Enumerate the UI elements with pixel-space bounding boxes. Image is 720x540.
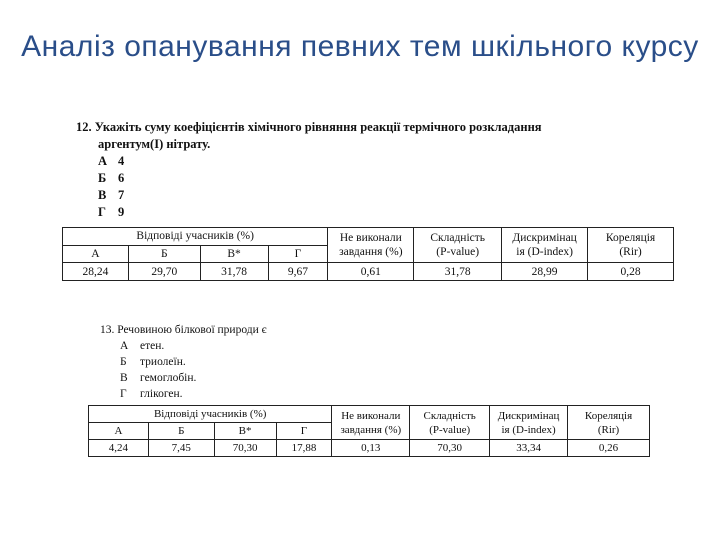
subheader-b: Б — [148, 423, 214, 440]
value-difficulty: 31,78 — [414, 263, 502, 281]
value-c: 70,30 — [214, 440, 276, 457]
header-answers: Відповіді учасників (%) — [63, 228, 328, 246]
table-row — [89, 440, 650, 457]
subheader-a: А — [89, 423, 149, 440]
value-not-done: 0,13 — [332, 440, 410, 457]
value-d: 9,67 — [268, 263, 328, 281]
subheader-c: В* — [214, 423, 276, 440]
table-header-row — [89, 406, 650, 423]
value-a: 28,24 — [63, 263, 129, 281]
header-correlation: Кореляція (Rir) — [588, 228, 674, 263]
option-b: Б 6 — [98, 171, 125, 185]
header-difficulty: Складність (P-value) — [410, 406, 490, 440]
table-header-row — [63, 228, 674, 246]
header-discrimination: Дискримінац ія (D-index) — [490, 406, 568, 440]
option-b: Б триолеїн. — [120, 356, 186, 368]
results-table-12 — [62, 227, 674, 281]
value-discrimination: 33,34 — [490, 440, 568, 457]
value-d: 17,88 — [276, 440, 332, 457]
header-discrimination: Дискримінац ія (D-index) — [502, 228, 588, 263]
header-not-done: Не виконали завдання (%) — [328, 228, 414, 263]
question-number: 13. — [100, 324, 115, 336]
header-not-done: Не виконали завдання (%) — [332, 406, 410, 440]
question-12 — [76, 119, 676, 221]
question-13-text — [100, 322, 660, 338]
question-13 — [100, 322, 660, 402]
value-correlation: 0,26 — [568, 440, 650, 457]
option-d: Г глікоген. — [120, 388, 183, 400]
question-12-text — [76, 119, 676, 136]
subheader-c: В* — [200, 245, 268, 263]
value-discrimination: 28,99 — [502, 263, 588, 281]
value-a: 4,24 — [89, 440, 149, 457]
option-c: В 7 — [98, 188, 125, 202]
value-difficulty: 70,30 — [410, 440, 490, 457]
question-number: 12. — [76, 120, 92, 134]
page-title: Аналіз опанування певних тем шкільного курсу — [21, 30, 699, 63]
value-c: 31,78 — [200, 263, 268, 281]
results-table-13 — [88, 405, 650, 457]
header-correlation: Кореляція (Rir) — [568, 406, 650, 440]
subheader-b: Б — [128, 245, 200, 263]
option-a: А етен. — [120, 340, 165, 352]
question-text-line1: Укажіть суму коефіцієнтів хімічного рівняння реакції термічного розкладання — [94, 120, 542, 134]
value-correlation: 0,28 — [588, 263, 674, 281]
subheader-a: А — [63, 245, 129, 263]
question-text-line2: аргентум(І) нітрату. — [98, 137, 211, 151]
question-text: Речовиною білкової природи є — [117, 324, 267, 336]
option-a: А 4 — [98, 154, 125, 168]
subheader-d: Г — [268, 245, 328, 263]
subheader-d: Г — [276, 423, 332, 440]
option-d: Г 9 — [98, 205, 125, 219]
value-not-done: 0,61 — [328, 263, 414, 281]
header-answers: Відповіді учасників (%) — [89, 406, 332, 423]
option-c: В гемоглобін. — [120, 372, 197, 384]
header-difficulty: Складність (P-value) — [414, 228, 502, 263]
table-row — [63, 263, 674, 281]
value-b: 29,70 — [128, 263, 200, 281]
value-b: 7,45 — [148, 440, 214, 457]
